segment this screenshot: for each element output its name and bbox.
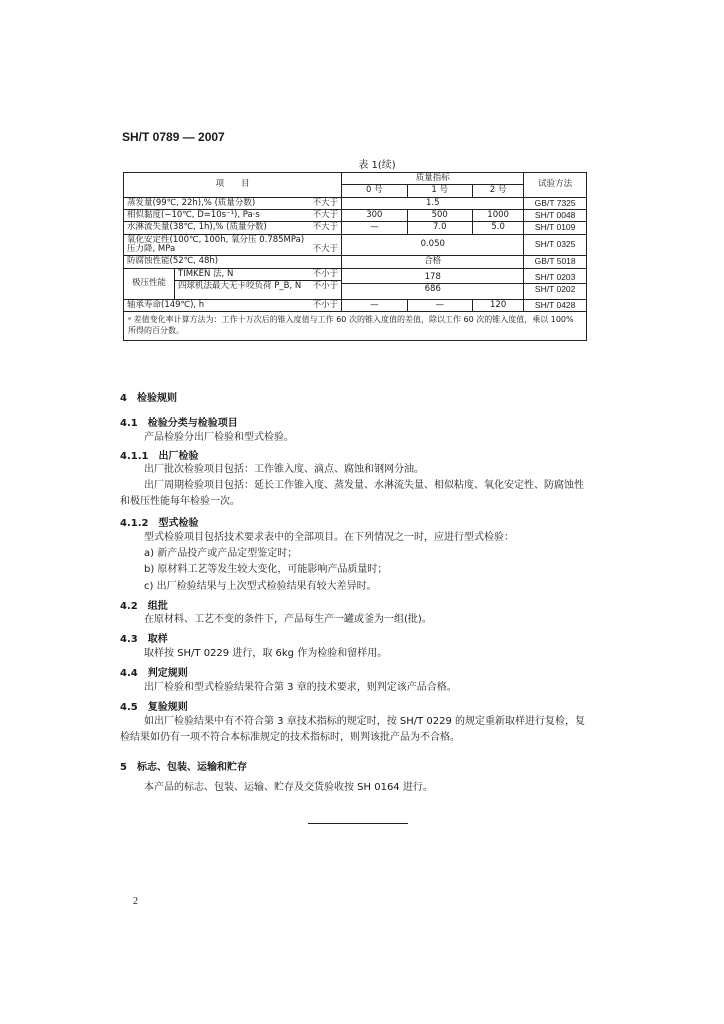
- row-value: 686: [424, 284, 441, 295]
- section-4-4-text: 出厂检验和型式检验结果符合第 3 章的技术要求，则判定该产品合格。: [144, 682, 457, 693]
- row-group: 极压性能: [124, 269, 175, 299]
- row-item-sub: 压力降, MPa: [127, 244, 176, 255]
- row-value-0: 300: [342, 210, 407, 222]
- table-row: [124, 234, 587, 256]
- row-value: 178: [342, 272, 523, 284]
- grade-1: 1 号: [407, 185, 472, 197]
- row-value-0: —: [342, 299, 407, 311]
- row-item: 防腐蚀性能(52℃, 48h): [127, 256, 219, 267]
- row-method: SH/T 0203: [524, 272, 586, 284]
- row-item: 蒸发量(99℃, 22h),% (质量分数): [127, 197, 256, 208]
- section-4-3-text: 取样按 SH/T 0229 进行，取 6kg 作为检验和留样用。: [144, 648, 388, 659]
- section-4-1-text: 产品检验分出厂检验和型式检验。: [144, 432, 294, 443]
- section-4-1-1-title: 4.1.1 出厂检验: [120, 451, 199, 462]
- standard-code: SH/T 0789 — 2007: [122, 130, 225, 144]
- spec-table: [123, 172, 587, 341]
- section-4-1-2-text: 型式检验项目包括技术要求表中的全部项目。在下列情况之一时，应进行型式检验：: [144, 532, 514, 543]
- table-row: [124, 197, 587, 209]
- page-number: 2: [133, 896, 138, 907]
- table-header-row: [124, 173, 587, 185]
- row-value: 0.050: [342, 234, 524, 256]
- row-method: SH/T 0109: [524, 222, 587, 234]
- section-4-4-title: 4.4 判定规则: [120, 668, 188, 679]
- row-limit: 不大于: [312, 197, 339, 208]
- section-4-1-2-item-a: a) 新产品投产或产品定型鉴定时；: [144, 548, 298, 559]
- end-rule: [308, 823, 408, 824]
- header-quality: 质量指标: [342, 173, 524, 185]
- row-item: 相似黏度(−10℃, D=10s⁻¹), Pa·s: [127, 210, 260, 221]
- row-method: SH/T 0048: [524, 210, 587, 222]
- row-item: 水淋流失量(38℃, 1h),% (质量分数): [127, 222, 267, 233]
- row-limit: 不大于: [312, 222, 339, 233]
- section-4-3-title: 4.3 取样: [120, 634, 168, 645]
- row-limit: 不大于: [312, 210, 339, 221]
- section-4-1-1-text-a: 出厂批次检验项目包括：工作锥入度、滴点、腐蚀和钢网分油。: [144, 464, 424, 475]
- table-note: ᵃ 差值变化率计算方法为：工作十万次后的锥入度值与工作 60 次的锥入度值的差值，除以工作 60 次的锥入度值，乘以 100% 所得的百分数。: [124, 312, 587, 341]
- table-row: [124, 299, 587, 311]
- row-value-1: 7.0: [407, 222, 472, 234]
- table-row: [124, 268, 587, 299]
- section-4-5-text: 如出厂检验结果中有不符合第 3 章技术指标的规定时，按 SH/T 0229 的规定重新取样进行复检，复检结果如仍有一项不符合本标准规定的技术指标时，则判该批产品为不合格。: [120, 716, 586, 743]
- section-4-1-2-title: 4.1.2 型式检验: [120, 518, 199, 529]
- row-item: 氧化安定性(100℃, 100h, 氧分压 0.785MPa): [127, 234, 305, 245]
- row-value-2: 5.0: [472, 222, 523, 234]
- row-item: TIMKEN 法, N: [178, 268, 234, 279]
- row-method: SH/T 0325: [524, 234, 587, 256]
- row-method: GB/T 5018: [524, 256, 587, 268]
- section-4-5-title: 4.5 复验规则: [120, 702, 188, 713]
- section-4-title: 4 检验规则: [120, 393, 177, 404]
- row-limit: 不小于: [312, 299, 339, 310]
- section-5-text: 本产品的标志、包装、运输、贮存及交货验收按 SH 0164 进行。: [144, 782, 433, 793]
- row-value-1: 500: [407, 210, 472, 222]
- row-item: 四球机法最大无卡咬负荷 P_B, N: [178, 281, 302, 292]
- section-4-1-1-text-b: 出厂周期检验项目包括：延长工作锥入度、蒸发量、水淋流失量、相似粘度、氧化安定性、防腐蚀性和极压性能每年检验一次。: [120, 480, 584, 507]
- row-value-0: —: [342, 222, 407, 234]
- row-item: 轴承寿命(149℃), h: [127, 299, 205, 310]
- row-limit: 不大于: [312, 244, 339, 255]
- table-title: 表 1(续): [358, 160, 396, 171]
- section-4-1-title: 4.1 检验分类与检验项目: [120, 418, 238, 429]
- section-4-2-title: 4.2 组批: [120, 601, 168, 612]
- row-limit: 不小于: [312, 268, 339, 279]
- table-row: [124, 210, 587, 222]
- header-method: 试验方法: [524, 173, 587, 198]
- section-4-1-2-item-b: b) 原材料工艺等发生较大变化，可能影响产品质量时；: [144, 564, 388, 575]
- row-value-2: 1000: [472, 210, 523, 222]
- header-item: 项 目: [124, 173, 342, 198]
- row-method: SH/T 0202: [534, 284, 576, 295]
- grade-0: 0 号: [342, 185, 407, 197]
- table-row: [124, 222, 587, 234]
- row-value: 1.5: [342, 197, 524, 209]
- table-row: [124, 256, 587, 268]
- section-4-2-text: 在原材料、工艺不变的条件下，产品每生产一罐或釜为一组(批)。: [144, 614, 432, 625]
- row-method: SH/T 0428: [524, 299, 587, 311]
- row-value-2: 120: [472, 299, 523, 311]
- row-limit: 不小于: [312, 281, 339, 292]
- row-value-1: —: [407, 299, 472, 311]
- grade-2: 2 号: [472, 185, 523, 197]
- section-5-title: 5 标志、包装、运输和贮存: [120, 762, 247, 773]
- row-method: GB/T 7325: [524, 197, 587, 209]
- row-value: 合格: [342, 256, 524, 268]
- section-4-1-2-item-c: c) 出厂检验结果与上次型式检验结果有较大差异时。: [144, 581, 377, 592]
- table-note-row: [124, 312, 587, 341]
